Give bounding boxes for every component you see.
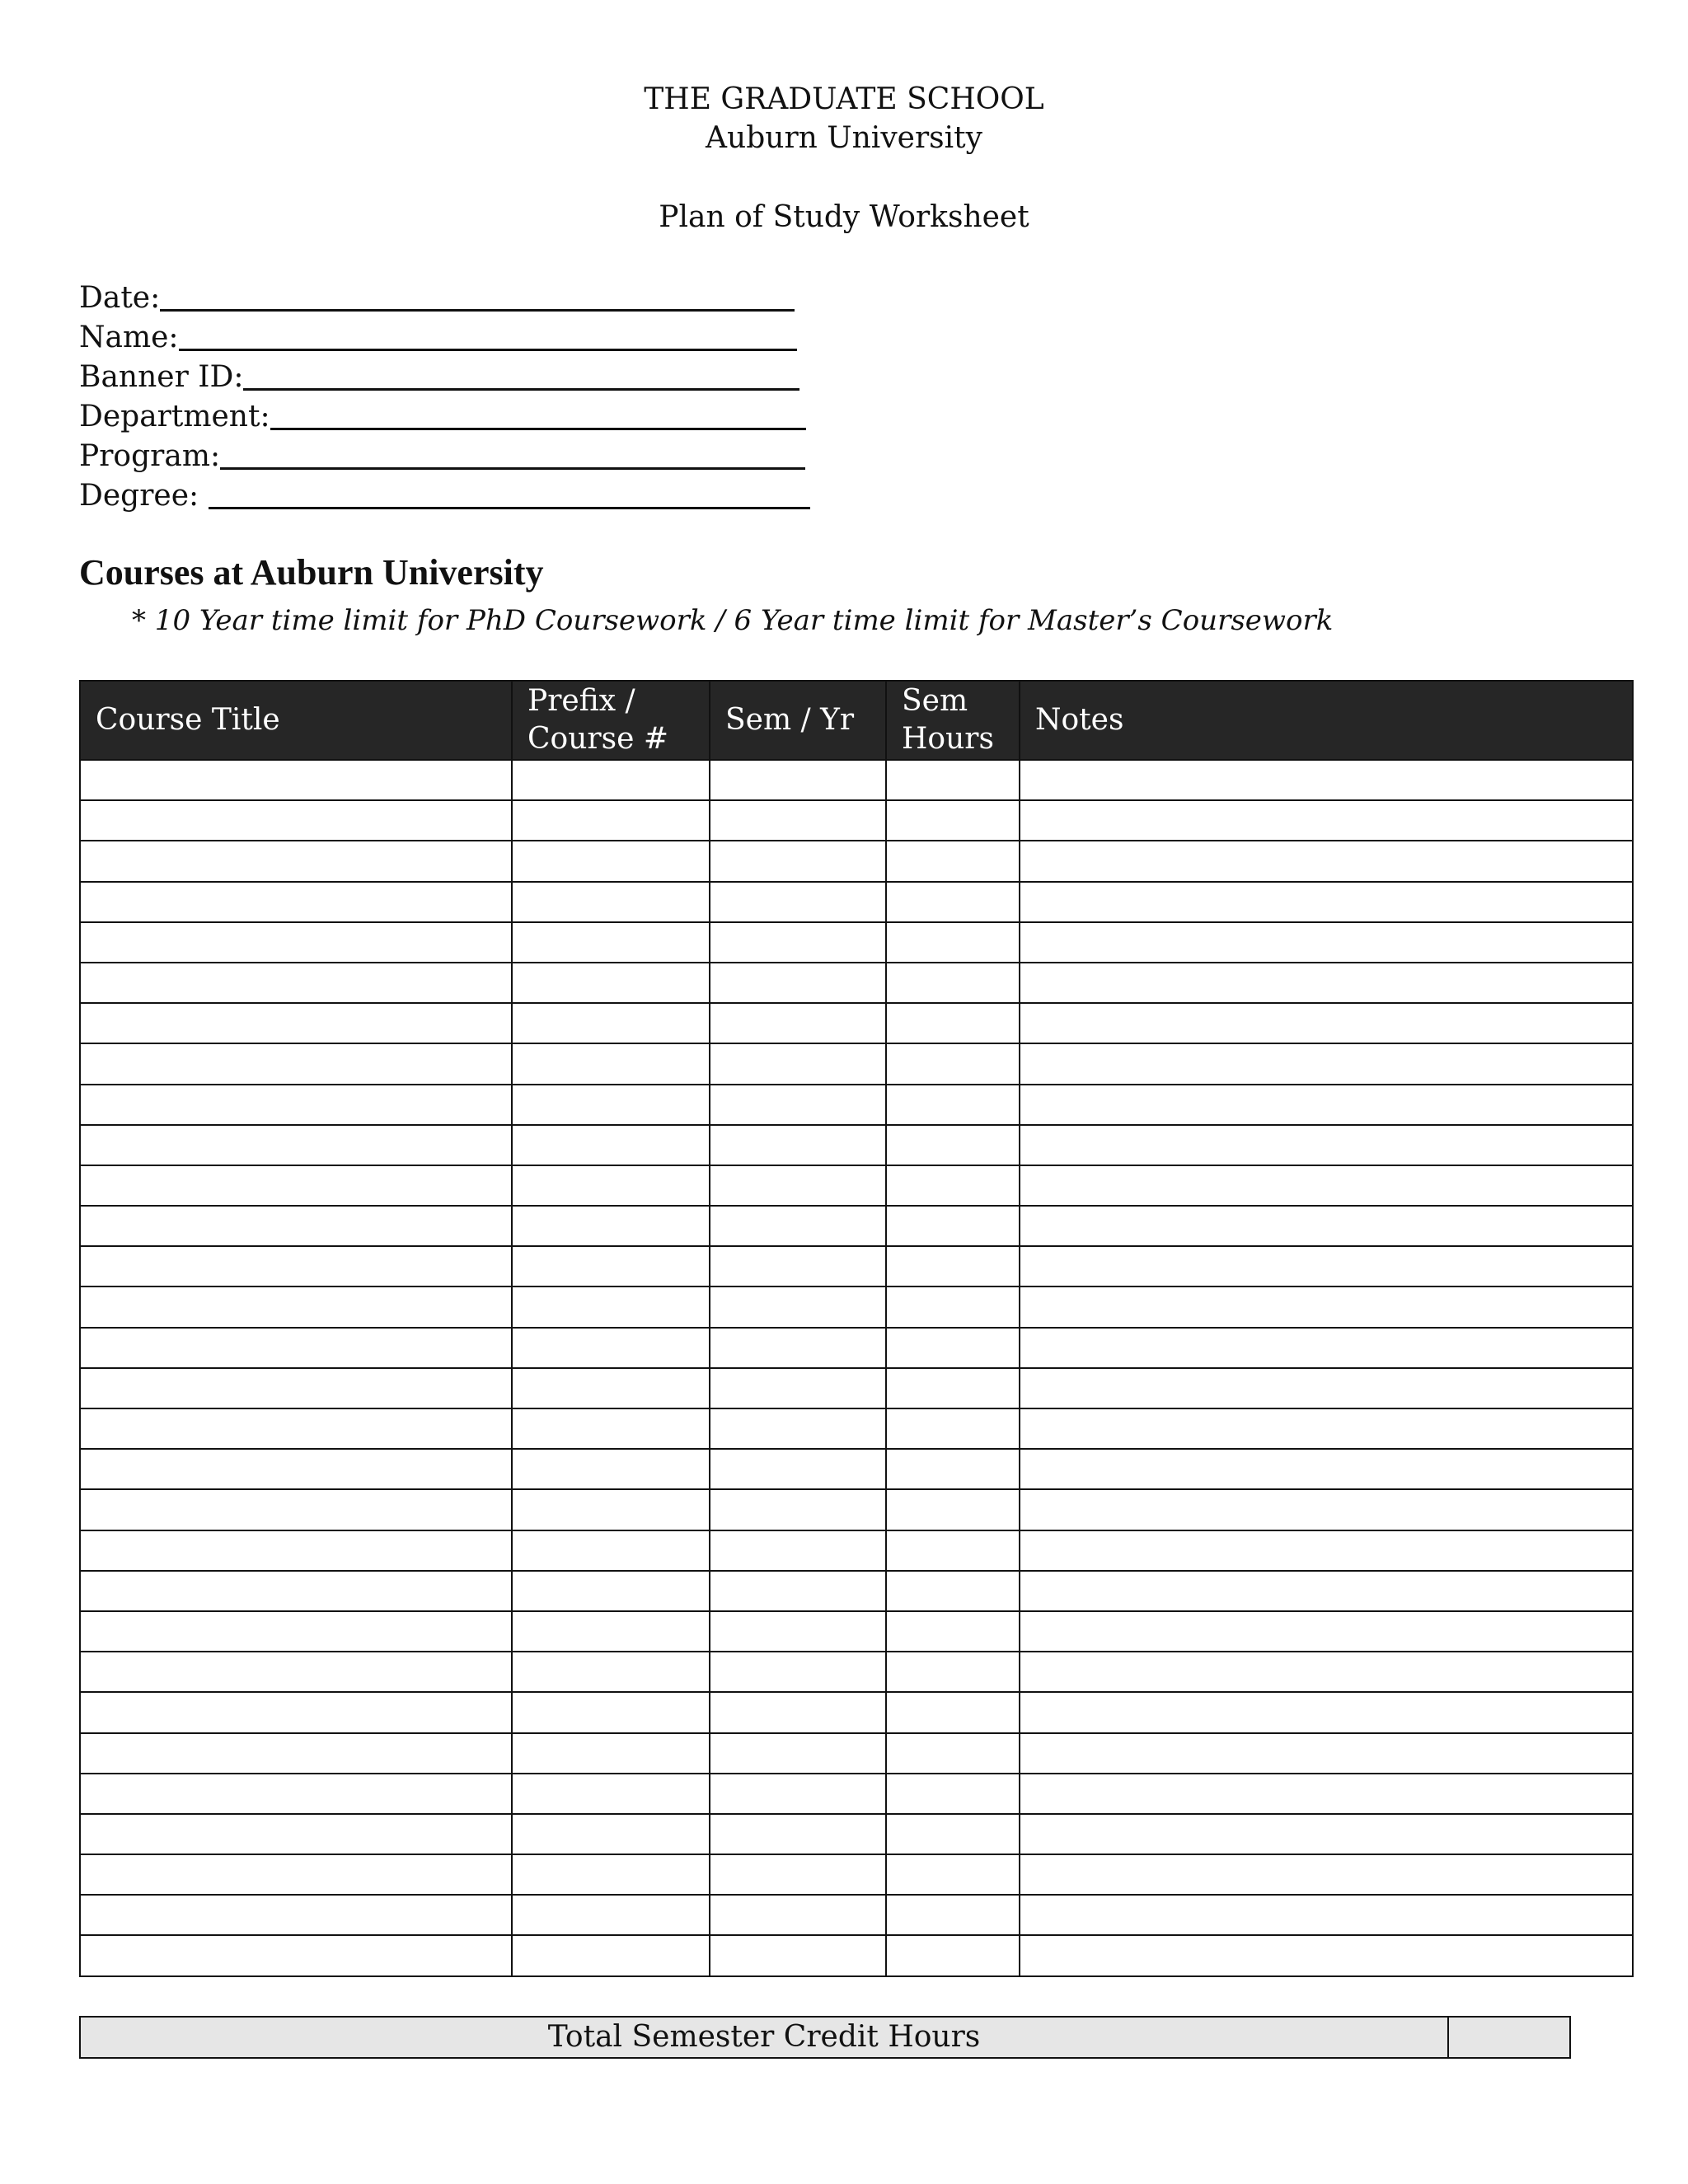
date-line[interactable] xyxy=(160,309,795,312)
university-heading: Auburn University xyxy=(706,121,982,155)
prefix-course-cell[interactable] xyxy=(512,1814,710,1854)
table-row xyxy=(80,841,1633,881)
sem-hours-cell[interactable] xyxy=(886,1328,1020,1368)
table-row xyxy=(80,1652,1633,1692)
sem-yr-cell[interactable] xyxy=(710,1043,886,1084)
prefix-course-cell[interactable] xyxy=(512,1733,710,1774)
sem-hours-cell[interactable] xyxy=(886,1125,1020,1165)
notes-cell[interactable] xyxy=(1020,1814,1633,1854)
table-row xyxy=(80,1246,1633,1286)
notes-cell[interactable] xyxy=(1020,1935,1633,1975)
prefix-course-cell[interactable] xyxy=(512,1449,710,1489)
total-row xyxy=(80,2017,1570,2058)
table-row xyxy=(80,1206,1633,1246)
sem-yr-cell[interactable] xyxy=(710,1854,886,1895)
sem-hours-cell[interactable] xyxy=(886,1165,1020,1206)
courses-table xyxy=(79,680,1634,1977)
prefix-course-cell[interactable] xyxy=(512,882,710,922)
sem-yr-cell[interactable] xyxy=(710,1328,886,1368)
sem-yr-cell[interactable] xyxy=(710,963,886,1003)
degree-field[interactable] xyxy=(79,475,821,514)
prefix-course-cell[interactable] xyxy=(512,1571,710,1611)
prefix-course-cell[interactable] xyxy=(512,1328,710,1368)
notes-cell[interactable] xyxy=(1020,800,1633,841)
sem-yr-cell[interactable] xyxy=(710,1814,886,1854)
table-row xyxy=(80,1854,1633,1895)
table-row xyxy=(80,1611,1633,1652)
sem-yr-cell[interactable] xyxy=(710,1286,886,1327)
prefix-course-cell[interactable] xyxy=(512,1530,710,1571)
prefix-course-cell[interactable] xyxy=(512,963,710,1003)
prefix-course-cell[interactable] xyxy=(512,800,710,841)
prefix-course-cell[interactable] xyxy=(512,1165,710,1206)
notes-cell[interactable] xyxy=(1020,1286,1633,1327)
prefix-course-cell[interactable] xyxy=(512,1652,710,1692)
sem-yr-cell[interactable] xyxy=(710,1368,886,1408)
notes-cell[interactable] xyxy=(1020,963,1633,1003)
sem-yr-cell[interactable] xyxy=(710,882,886,922)
course-title-cell[interactable] xyxy=(80,1774,512,1814)
notes-cell[interactable] xyxy=(1020,760,1633,800)
notes-cell[interactable] xyxy=(1020,1489,1633,1530)
sem-hours-cell[interactable] xyxy=(886,1489,1020,1530)
table-row xyxy=(80,1165,1633,1206)
sem-hours-cell[interactable] xyxy=(886,1286,1020,1327)
banner-id-line[interactable] xyxy=(243,388,799,391)
notes-cell[interactable] xyxy=(1020,1611,1633,1652)
sem-hours-cell[interactable] xyxy=(886,1530,1020,1571)
table-row xyxy=(80,1489,1633,1530)
notes-cell[interactable] xyxy=(1020,1895,1633,1935)
prefix-course-cell[interactable] xyxy=(512,1408,710,1449)
notes-cell[interactable] xyxy=(1020,1206,1633,1246)
course-title-cell[interactable] xyxy=(80,1895,512,1935)
sem-hours-cell[interactable] xyxy=(886,1368,1020,1408)
prefix-course-cell[interactable] xyxy=(512,1489,710,1530)
sem-yr-cell[interactable] xyxy=(710,1895,886,1935)
sem-hours-cell[interactable] xyxy=(886,760,1020,800)
sem-hours-cell[interactable] xyxy=(886,841,1020,881)
name-line[interactable] xyxy=(179,349,797,351)
banner-id-label: Banner ID: xyxy=(79,360,244,394)
courses-table-header-row xyxy=(80,681,1633,760)
banner-id-field[interactable] xyxy=(79,356,821,396)
table-row xyxy=(80,800,1633,841)
course-title-cell[interactable] xyxy=(80,1449,512,1489)
table-row xyxy=(80,1328,1633,1368)
sem-hours-cell[interactable] xyxy=(886,963,1020,1003)
table-row xyxy=(80,1530,1633,1571)
sem-yr-cell[interactable] xyxy=(710,1530,886,1571)
notes-cell[interactable] xyxy=(1020,1652,1633,1692)
course-title-cell[interactable] xyxy=(80,1085,512,1125)
time-limit-note: * 10 Year time limit for PhD Coursework / 6 Year time limit for Master’s Coursework xyxy=(132,604,1334,637)
prefix-course-cell[interactable] xyxy=(512,841,710,881)
course-title-cell[interactable] xyxy=(80,1125,512,1165)
sem-hours-cell[interactable] xyxy=(886,1733,1020,1774)
table-row xyxy=(80,1408,1633,1449)
program-label: Program: xyxy=(79,439,221,473)
prefix-course-cell[interactable] xyxy=(512,1286,710,1327)
course-title-cell[interactable] xyxy=(80,922,512,963)
sem-yr-cell[interactable] xyxy=(710,1003,886,1043)
department-line[interactable] xyxy=(270,428,806,430)
course-title-cell[interactable] xyxy=(80,1165,512,1206)
table-row xyxy=(80,1085,1633,1125)
sem-hours-cell[interactable] xyxy=(886,1003,1020,1043)
course-title-cell[interactable] xyxy=(80,1408,512,1449)
prefix-course-cell[interactable] xyxy=(512,1611,710,1652)
sem-yr-cell[interactable] xyxy=(710,922,886,963)
date-label: Date: xyxy=(79,281,161,315)
notes-cell[interactable] xyxy=(1020,1125,1633,1165)
sem-hours-cell[interactable] xyxy=(886,1611,1020,1652)
department-label: Department: xyxy=(79,400,270,434)
notes-cell[interactable] xyxy=(1020,1530,1633,1571)
table-row xyxy=(80,882,1633,922)
sem-hours-cell[interactable] xyxy=(886,1692,1020,1732)
degree-label: Degree: xyxy=(79,479,209,513)
sem-yr-cell[interactable] xyxy=(710,1085,886,1125)
column-header-sem-hours: Sem Hours xyxy=(886,681,1020,760)
prefix-course-cell[interactable] xyxy=(512,1125,710,1165)
column-header-sem-yr: Sem / Yr xyxy=(710,681,886,760)
notes-cell[interactable] xyxy=(1020,1408,1633,1449)
sem-hours-cell[interactable] xyxy=(886,922,1020,963)
sem-hours-cell[interactable] xyxy=(886,882,1020,922)
sem-yr-cell[interactable] xyxy=(710,1733,886,1774)
course-title-cell[interactable] xyxy=(80,1206,512,1246)
sem-yr-cell[interactable] xyxy=(710,1652,886,1692)
total-credit-hours-cell[interactable] xyxy=(1448,2017,1570,2058)
sem-yr-cell[interactable] xyxy=(710,760,886,800)
date-field[interactable] xyxy=(79,277,821,316)
notes-cell[interactable] xyxy=(1020,1368,1633,1408)
notes-cell[interactable] xyxy=(1020,841,1633,881)
notes-cell[interactable] xyxy=(1020,1854,1633,1895)
sem-yr-cell[interactable] xyxy=(710,1935,886,1975)
course-title-cell[interactable] xyxy=(80,1652,512,1692)
degree-line[interactable] xyxy=(209,507,810,509)
table-row xyxy=(80,1935,1633,1975)
course-title-cell[interactable] xyxy=(80,1368,512,1408)
notes-cell[interactable] xyxy=(1020,1692,1633,1732)
course-title-cell[interactable] xyxy=(80,882,512,922)
prefix-course-cell[interactable] xyxy=(512,1246,710,1286)
notes-cell[interactable] xyxy=(1020,1165,1633,1206)
sem-hours-cell[interactable] xyxy=(886,1895,1020,1935)
course-title-cell[interactable] xyxy=(80,1814,512,1854)
courses-section-title: Courses at Auburn University xyxy=(79,552,544,593)
sem-hours-cell[interactable] xyxy=(886,1449,1020,1489)
table-row xyxy=(80,1733,1633,1774)
course-title-cell[interactable] xyxy=(80,1611,512,1652)
notes-cell[interactable] xyxy=(1020,1571,1633,1611)
table-row xyxy=(80,1774,1633,1814)
course-title-cell[interactable] xyxy=(80,1043,512,1084)
prefix-course-cell[interactable] xyxy=(512,1368,710,1408)
notes-cell[interactable] xyxy=(1020,1003,1633,1043)
sem-hours-cell[interactable] xyxy=(886,1246,1020,1286)
table-row xyxy=(80,1571,1633,1611)
notes-cell[interactable] xyxy=(1020,1328,1633,1368)
sem-hours-cell[interactable] xyxy=(886,800,1020,841)
courses-table-body xyxy=(80,760,1633,1976)
notes-cell[interactable] xyxy=(1020,922,1633,963)
course-title-cell[interactable] xyxy=(80,1571,512,1611)
prefix-course-cell[interactable] xyxy=(512,1854,710,1895)
course-title-cell[interactable] xyxy=(80,1530,512,1571)
sem-yr-cell[interactable] xyxy=(710,1125,886,1165)
name-field[interactable] xyxy=(79,316,821,356)
prefix-course-cell[interactable] xyxy=(512,1043,710,1084)
prefix-course-cell[interactable] xyxy=(512,1895,710,1935)
sem-hours-cell[interactable] xyxy=(886,1408,1020,1449)
sem-yr-cell[interactable] xyxy=(710,1774,886,1814)
table-row xyxy=(80,1449,1633,1489)
sem-hours-cell[interactable] xyxy=(886,1652,1020,1692)
sem-hours-cell[interactable] xyxy=(886,1571,1020,1611)
school-heading: THE GRADUATE SCHOOL xyxy=(644,82,1044,116)
course-title-cell[interactable] xyxy=(80,1489,512,1530)
program-field[interactable] xyxy=(79,435,821,475)
sem-hours-cell[interactable] xyxy=(886,1043,1020,1084)
sem-yr-cell[interactable] xyxy=(710,800,886,841)
column-header-course-title: Course Title xyxy=(80,681,512,760)
course-title-cell[interactable] xyxy=(80,1328,512,1368)
column-header-prefix-course: Prefix / Course # xyxy=(512,681,710,760)
prefix-course-cell[interactable] xyxy=(512,1206,710,1246)
prefix-course-cell[interactable] xyxy=(512,922,710,963)
table-row xyxy=(80,1895,1633,1935)
sem-yr-cell[interactable] xyxy=(710,1692,886,1732)
table-row xyxy=(80,1003,1633,1043)
sem-hours-cell[interactable] xyxy=(886,1085,1020,1125)
table-row xyxy=(80,1814,1633,1854)
sem-hours-cell[interactable] xyxy=(886,1854,1020,1895)
sem-yr-cell[interactable] xyxy=(710,1571,886,1611)
course-title-cell[interactable] xyxy=(80,1935,512,1975)
notes-cell[interactable] xyxy=(1020,882,1633,922)
course-title-cell[interactable] xyxy=(80,760,512,800)
course-title-cell[interactable] xyxy=(80,1003,512,1043)
notes-cell[interactable] xyxy=(1020,1043,1633,1084)
table-row xyxy=(80,760,1633,800)
prefix-course-cell[interactable] xyxy=(512,1935,710,1975)
sem-yr-cell[interactable] xyxy=(710,1489,886,1530)
notes-cell[interactable] xyxy=(1020,1733,1633,1774)
course-title-cell[interactable] xyxy=(80,963,512,1003)
department-field[interactable] xyxy=(79,396,821,435)
notes-cell[interactable] xyxy=(1020,1085,1633,1125)
prefix-course-cell[interactable] xyxy=(512,1085,710,1125)
course-title-cell[interactable] xyxy=(80,1286,512,1327)
name-label: Name: xyxy=(79,321,179,354)
sem-hours-cell[interactable] xyxy=(886,1935,1020,1975)
table-row xyxy=(80,922,1633,963)
sem-yr-cell[interactable] xyxy=(710,1408,886,1449)
sem-yr-cell[interactable] xyxy=(710,1246,886,1286)
notes-cell[interactable] xyxy=(1020,1449,1633,1489)
course-title-cell[interactable] xyxy=(80,841,512,881)
sem-yr-cell[interactable] xyxy=(710,841,886,881)
sem-yr-cell[interactable] xyxy=(710,1449,886,1489)
table-row xyxy=(80,1368,1633,1408)
table-row xyxy=(80,1286,1633,1327)
column-header-notes: Notes xyxy=(1020,681,1633,760)
notes-cell[interactable] xyxy=(1020,1246,1633,1286)
prefix-course-cell[interactable] xyxy=(512,760,710,800)
course-title-cell[interactable] xyxy=(80,800,512,841)
course-title-cell[interactable] xyxy=(80,1733,512,1774)
total-credit-hours-table xyxy=(79,2016,1571,2059)
notes-cell[interactable] xyxy=(1020,1774,1633,1814)
sem-hours-cell[interactable] xyxy=(886,1814,1020,1854)
table-row xyxy=(80,1043,1633,1084)
prefix-course-cell[interactable] xyxy=(512,1003,710,1043)
form-title: Plan of Study Worksheet xyxy=(659,200,1029,234)
sem-yr-cell[interactable] xyxy=(710,1611,886,1652)
program-line[interactable] xyxy=(220,467,805,470)
course-title-cell[interactable] xyxy=(80,1692,512,1732)
sem-yr-cell[interactable] xyxy=(710,1206,886,1246)
sem-hours-cell[interactable] xyxy=(886,1774,1020,1814)
table-row xyxy=(80,1125,1633,1165)
course-title-cell[interactable] xyxy=(80,1246,512,1286)
table-row xyxy=(80,963,1633,1003)
course-title-cell[interactable] xyxy=(80,1854,512,1895)
prefix-course-cell[interactable] xyxy=(512,1774,710,1814)
prefix-course-cell[interactable] xyxy=(512,1692,710,1732)
sem-yr-cell[interactable] xyxy=(710,1165,886,1206)
table-row xyxy=(80,1692,1633,1732)
total-credit-hours-label: Total Semester Credit Hours xyxy=(80,2017,1448,2058)
student-info-fields xyxy=(79,277,821,514)
sem-hours-cell[interactable] xyxy=(886,1206,1020,1246)
